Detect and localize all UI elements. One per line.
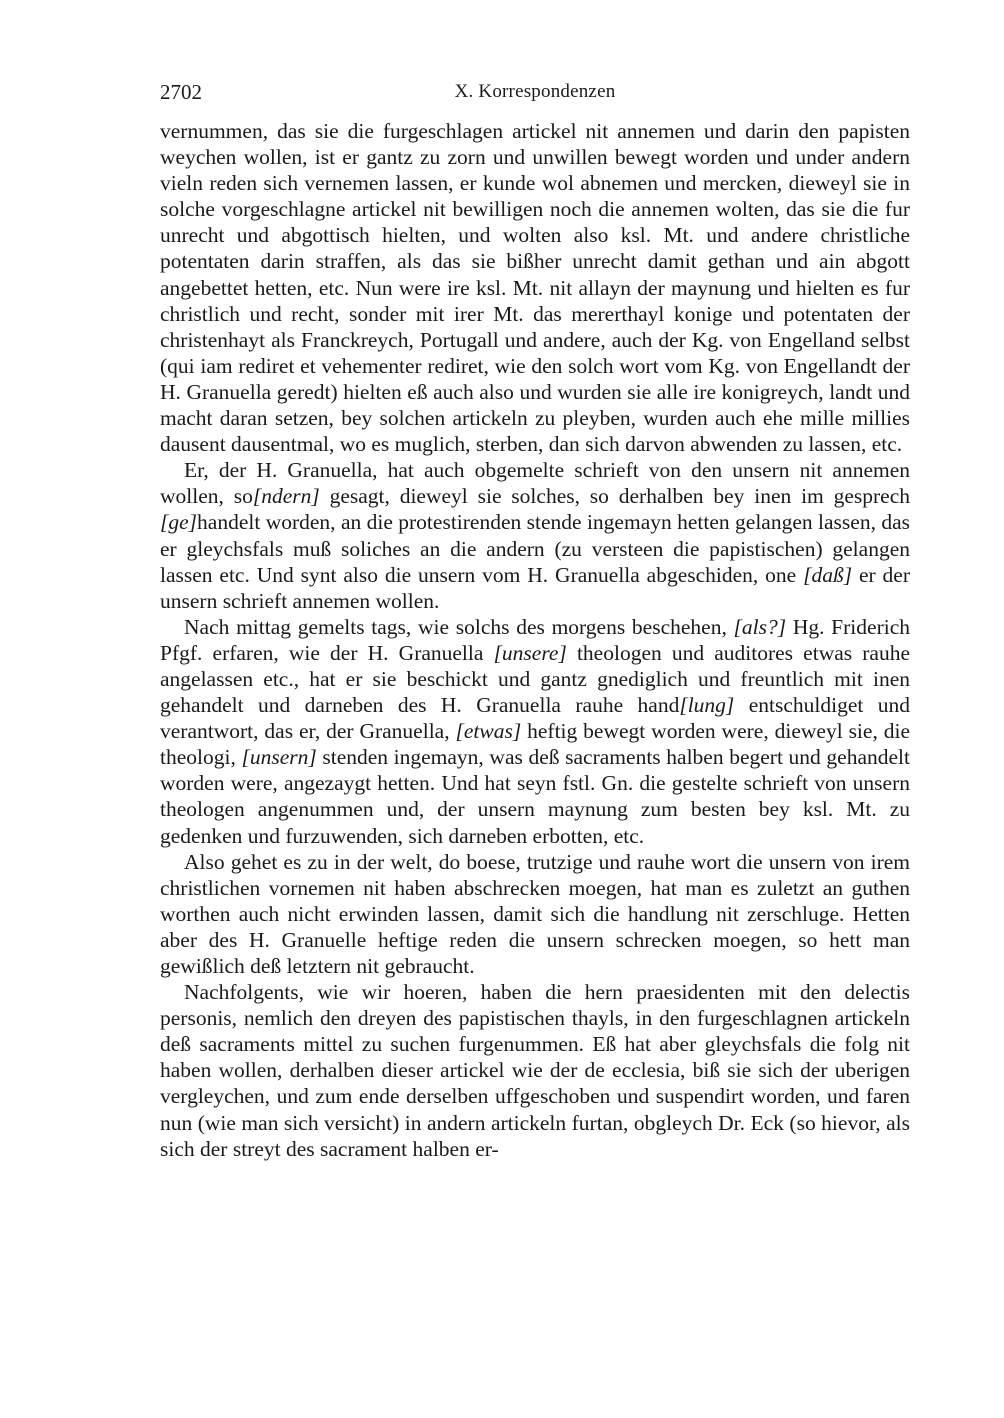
paragraph xyxy=(160,118,910,457)
editorial-insertion: [lung] xyxy=(679,693,735,718)
page-number: 2702 xyxy=(160,80,202,104)
text-segment: Er, der H. Granuella, hat auch obgemelte schrieft von den unsern nit annemen wollen, so xyxy=(160,458,910,509)
paragraph xyxy=(160,979,910,1162)
paragraph xyxy=(160,457,910,614)
text-segment: Nach mittag gemelts tags, wie solchs des morgens beschehen, xyxy=(184,614,734,639)
text-segment: entschuldiget und verantwort, das er, der Granuella, xyxy=(160,693,910,744)
text-segment: gesagt, dieweyl sie solches, so derhalben bey inen im gesprech xyxy=(319,484,910,509)
text-segment: Nachfolgents, wie wir hoeren, haben die hern praesidenten mit den delectis personis, nemlich den dreyen des papistischen thayls, in den furgeschlagnen artickeln deß sacraments mittel zu suchen furgenummen. Eß hat aber gleychsfals die folg nit haben wollen, derhalben dieser artickel wie der de ecclesia, biß sie sich der uberigen vergleychen, und zum ende derselben uffgeschoben und suspendirt worden, und faren nun (wie man sich versicht) in andern artickeln furtan, obgleych Dr. Eck (so hievor, als sich der streyt des sacrament halben er- xyxy=(160,980,910,1161)
text-segment: stenden ingemayn, was deß sacraments halben begert und gehandelt worden were, angezaygt hetten. Und hat seyn fstl. Gn. die gestelte schrieft von unsern theologen angenummen und, der unsern maynung zum besten bey ksl. Mt. zu gedenken und furzuwenden, sich darneben erbotten, etc. xyxy=(160,745,910,848)
editorial-insertion: [unsere] xyxy=(493,640,567,665)
editorial-insertion: [als?] xyxy=(733,614,787,639)
running-head: X. Korrespondenzen xyxy=(454,81,616,102)
editorial-insertion: [daß] xyxy=(803,562,853,587)
text-segment: vernummen, das sie die furgeschlagen artickel nit annemen und darin den papisten weychen wollen, ist er gantz zu zorn und unwillen bewegt worden und under andern vieln reden sich vernemen lassen, er kunde wol abnemen und mercken, dieweyl sie in solche vorgeschlagne artickel nit bewilligen noch die annemen wolten, das sie die fur unrecht und abgottisch hielten, und wolten also ksl. Mt. und andere christliche potentaten darin straffen, als das sie bißher unrecht damit gethan und ain abgott angebettet hetten, etc. Nun were ire ksl. Mt. nit allayn der maynung und hielten es fur christlich und recht, sonder mit irer Mt. das mererthayl konige und potentaten der christenhayt als Franckreych, Portugall und andere, auch der Kg. von Engelland selbst (qui iam rediret et vehementer rediret, wie den solch wort vom Kg. von Engellandt der H. Granuella geredt) hielten eß auch also und wurden sie alle ire konigreych, landt und macht daran setzen, bey solchen artickeln zu pleyben, wurden auch ehe mille millies dausent dausentmal, wo es muglich, sterben, dan sich darvon abwenden zu lassen, etc. xyxy=(160,119,910,457)
editorial-insertion: [ndern] xyxy=(252,484,320,509)
text-segment: Hg. Friderich Pfgf. erfaren, wie der H. Granuella xyxy=(160,614,910,665)
editorial-insertion: [unsern] xyxy=(241,745,317,770)
text-segment: handelt worden, an die protestirenden stende ingemayn hetten gelangen lassen, das er gleychsfals muß soliches an die andern (zu versteen die papistischen) gelangen lassen etc. Und synt also die unsern vom H. Granuella abgeschiden, one xyxy=(160,510,910,587)
editorial-insertion: [ge] xyxy=(160,510,198,535)
text-segment: er der unsern schrieft annemen wollen. xyxy=(160,562,910,613)
body-text xyxy=(160,118,910,1162)
text-segment: Also gehet es zu in der welt, do boese, trutzige und rauhe wort die unsern von irem christlichen vornemen nit haben abschrecken moegen, hat man es zuletzt an guthen worthen auch nicht erwinden lassen, damit sich die handlung nit zerschluge. Hetten aber des H. Granuelle heftige reden die unsern schrecken moegen, so hett man gewißlich deß letztern nit gebraucht. xyxy=(160,849,910,978)
paragraph xyxy=(160,614,910,849)
page-header xyxy=(160,80,910,108)
text-segment: theologen und auditores etwas rauhe angelassen etc., hat er sie beschickt und gantz gnediglich und freuntlich mit inen gehandelt und darneben des H. Granuella rauhe hand xyxy=(160,640,910,718)
paragraph xyxy=(160,849,910,979)
text-segment: heftig bewegt worden were, dieweyl sie, die theologi, xyxy=(160,719,910,770)
editorial-insertion: [etwas] xyxy=(455,719,522,744)
